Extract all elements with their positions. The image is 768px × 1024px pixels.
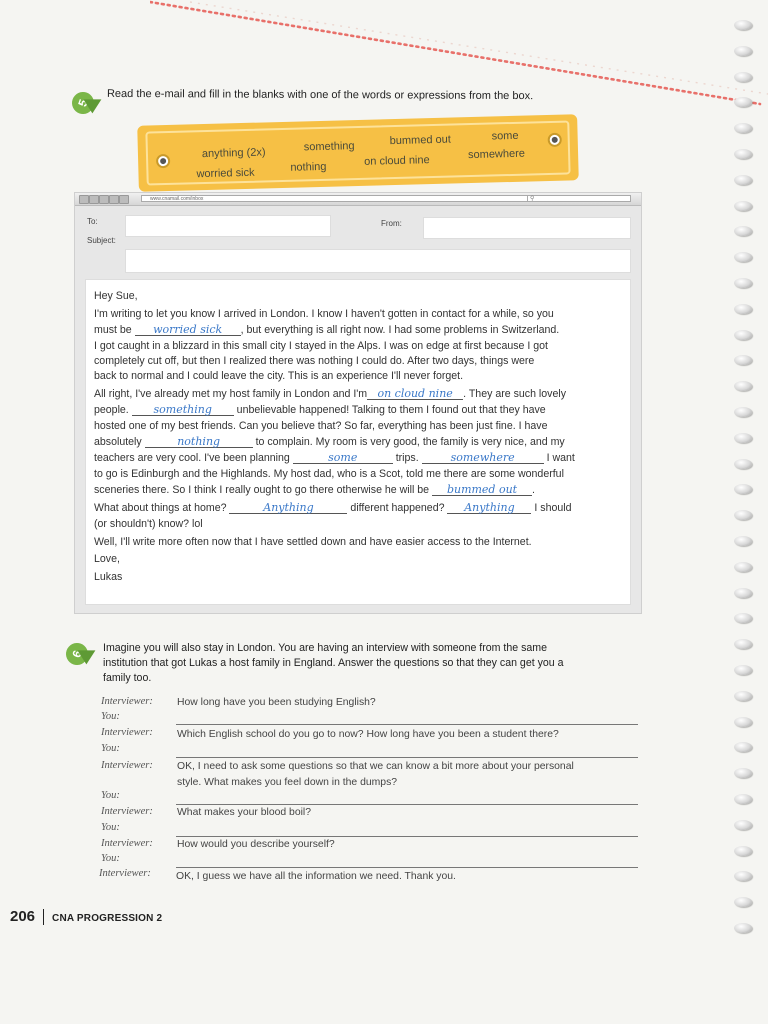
- email-closing: Love,: [94, 553, 120, 565]
- answer-line[interactable]: [176, 724, 638, 725]
- exercise-6-intro: institution that got Lukas a host family in England. Answer the questions so that they can get you a: [103, 657, 564, 669]
- spiral-ring: [734, 330, 752, 340]
- interviewer-label: Interviewer:: [99, 868, 151, 879]
- email-line: absolutely nothing to complain. My room is very good, the family is very nice, and my: [94, 435, 565, 448]
- exercise-5-badge: 5: [69, 89, 97, 117]
- from-label: From:: [381, 219, 402, 228]
- email-line: Well, I'll write more often now that I have settled down and have easier access to the Internet.: [94, 536, 532, 548]
- you-label: You:: [101, 743, 120, 754]
- email-line: must be worried sick , but everything is all right now. I had some problems in Switzerland.: [94, 323, 560, 336]
- interviewer-label: Interviewer:: [101, 727, 153, 738]
- spiral-ring: [734, 665, 752, 675]
- footer-divider: [43, 909, 44, 925]
- spiral-ring: [734, 304, 752, 314]
- spiral-ring: [734, 459, 752, 469]
- spiral-ring: [734, 149, 752, 159]
- interview-question: Which English school do you go to now? How long have you been a student there?: [177, 729, 559, 740]
- answer-blank: on cloud nine: [367, 388, 463, 400]
- email-line: What about things at home? Anything different happened? Anything I should: [94, 501, 572, 514]
- email-line: All right, I've already met my host family in London and I'm on cloud nine . They are such lovely: [94, 387, 566, 400]
- spiral-ring: [734, 846, 752, 856]
- email-line: (or shouldn't) know? lol: [94, 518, 203, 530]
- from-field[interactable]: [423, 217, 631, 239]
- spiral-ring: [734, 639, 752, 649]
- spiral-ring: [734, 381, 752, 391]
- interview-question: How would you describe yourself?: [177, 839, 335, 850]
- forward-icon[interactable]: [89, 195, 99, 204]
- interview-question: OK, I guess we have all the information we need. Thank you.: [176, 871, 456, 882]
- email-signature: Lukas: [94, 571, 123, 583]
- email-greeting: Hey Sue,: [94, 290, 138, 302]
- interview-question: What makes your blood boil?: [177, 807, 311, 818]
- interview-question: How long have you been studying English?: [177, 697, 376, 708]
- url-bar[interactable]: www.cnamail.com/inbox: [141, 195, 531, 202]
- email-line: completely cut off, but then I realized there was nothing I could do. After two days, things were: [94, 355, 535, 367]
- email-line: sceneries there. So I think I really ought to go there otherwise he will be bummed out .: [94, 483, 535, 496]
- exercise-6-intro: family too.: [103, 672, 152, 684]
- spiral-ring: [734, 717, 752, 727]
- spiral-ring: [734, 20, 752, 30]
- word-box: [137, 114, 579, 191]
- spiral-ring: [734, 46, 752, 56]
- answer-blank: somewhere: [422, 452, 544, 464]
- spiral-ring: [734, 536, 752, 546]
- email-line: teachers are very cool. I've been planning some trips. somewhere I want: [94, 451, 575, 464]
- spiral-ring: [734, 355, 752, 365]
- email-window: [74, 192, 642, 614]
- home-icon[interactable]: [119, 195, 129, 204]
- spiral-ring: [734, 742, 752, 752]
- exercise-6-badge: 6: [63, 640, 91, 668]
- answer-blank: Anything: [229, 502, 347, 514]
- to-label: To:: [87, 217, 98, 226]
- spiral-ring: [734, 123, 752, 133]
- page-number: 206: [10, 908, 36, 925]
- answer-line[interactable]: [176, 836, 638, 837]
- spiral-ring: [734, 252, 752, 262]
- you-label: You:: [101, 711, 120, 722]
- answer-blank: some: [293, 452, 393, 464]
- spiral-ring: [734, 278, 752, 288]
- spiral-ring: [734, 691, 752, 701]
- word-item: worried sick: [196, 166, 255, 181]
- spiral-ring: [734, 510, 752, 520]
- interview-question: style. What makes you feel down in the dumps?: [177, 777, 398, 788]
- spiral-ring: [734, 407, 752, 417]
- word-item: some: [491, 129, 519, 143]
- interview-question: OK, I need to ask some questions so that we can know a bit more about your personal: [177, 761, 574, 772]
- browser-toolbar: [75, 193, 641, 206]
- page-footer: [10, 908, 162, 926]
- spiral-ring: [734, 923, 752, 933]
- spiral-ring: [734, 226, 752, 236]
- word-item: on cloud nine: [364, 154, 430, 168]
- email-body[interactable]: [85, 279, 631, 605]
- word-item: something: [303, 140, 355, 154]
- spiral-ring: [734, 768, 752, 778]
- interviewer-label: Interviewer:: [101, 806, 153, 817]
- subject-field[interactable]: [125, 249, 631, 273]
- exercise-5-instruction: Read the e-mail and fill in the blanks with one of the words or expressions from the box.: [106, 87, 534, 103]
- to-field[interactable]: [125, 215, 331, 237]
- spiral-ring: [734, 613, 752, 623]
- you-label: You:: [101, 790, 120, 801]
- spiral-ring: [734, 175, 752, 185]
- answer-blank: bummed out: [432, 484, 532, 496]
- exercise-6-intro: Imagine you will also stay in London. You are having an interview with someone from the same: [103, 642, 548, 654]
- answer-line[interactable]: [176, 867, 638, 868]
- interviewer-label: Interviewer:: [101, 838, 153, 849]
- answer-line[interactable]: [176, 757, 638, 758]
- interviewer-label: Interviewer:: [101, 760, 153, 771]
- answer-blank: something: [132, 404, 234, 416]
- spiral-ring: [734, 871, 752, 881]
- spiral-ring: [734, 97, 752, 107]
- spiral-ring: [734, 794, 752, 804]
- spiral-ring: [734, 897, 752, 907]
- word-item: nothing: [290, 160, 327, 174]
- email-line: I got caught in a blizzard in this small city I stayed in the Alps. I was on edge at first because I got: [94, 340, 549, 352]
- search-bar[interactable]: [527, 195, 631, 202]
- email-line: hosted one of my best friends. Can you believe that? So far, everything has been just fine. I have: [94, 420, 548, 432]
- interviewer-label: Interviewer:: [101, 696, 153, 707]
- email-line: I'm writing to let you know I arrived in London. I know I haven't gotten in contact for a while, so you: [94, 308, 554, 320]
- spiral-binding: [734, 20, 758, 940]
- word-item: anything (2x): [201, 146, 266, 161]
- email-line: back to normal and I could leave the city. This is an experience I'll never forget.: [94, 370, 464, 382]
- you-label: You:: [101, 822, 120, 833]
- back-icon[interactable]: [79, 195, 89, 204]
- answer-line[interactable]: [176, 804, 638, 805]
- spiral-ring: [734, 820, 752, 830]
- spiral-ring: [734, 484, 752, 494]
- book-title: CNA PROGRESSION 2: [52, 913, 163, 924]
- spiral-ring: [734, 588, 752, 598]
- answer-blank: nothing: [145, 436, 253, 448]
- magnifier-icon: ⚲: [530, 196, 535, 202]
- stop-icon[interactable]: [109, 195, 119, 204]
- subject-label: Subject:: [87, 236, 116, 245]
- email-line: to go is Edinburgh and the Highlands. My host dad, who is a Scot, told me there are some wonderful: [94, 468, 564, 480]
- word-item: somewhere: [467, 147, 526, 162]
- spiral-ring: [734, 72, 752, 82]
- spiral-ring: [734, 433, 752, 443]
- answer-blank: worried sick: [135, 324, 241, 336]
- reload-icon[interactable]: [99, 195, 109, 204]
- word-item: bummed out: [389, 133, 451, 148]
- you-label: You:: [101, 853, 120, 864]
- email-line: people. something unbelievable happened! Talking to them I found out that they have: [94, 403, 546, 416]
- answer-blank: Anything: [447, 502, 531, 514]
- spiral-ring: [734, 201, 752, 211]
- spiral-ring: [734, 562, 752, 572]
